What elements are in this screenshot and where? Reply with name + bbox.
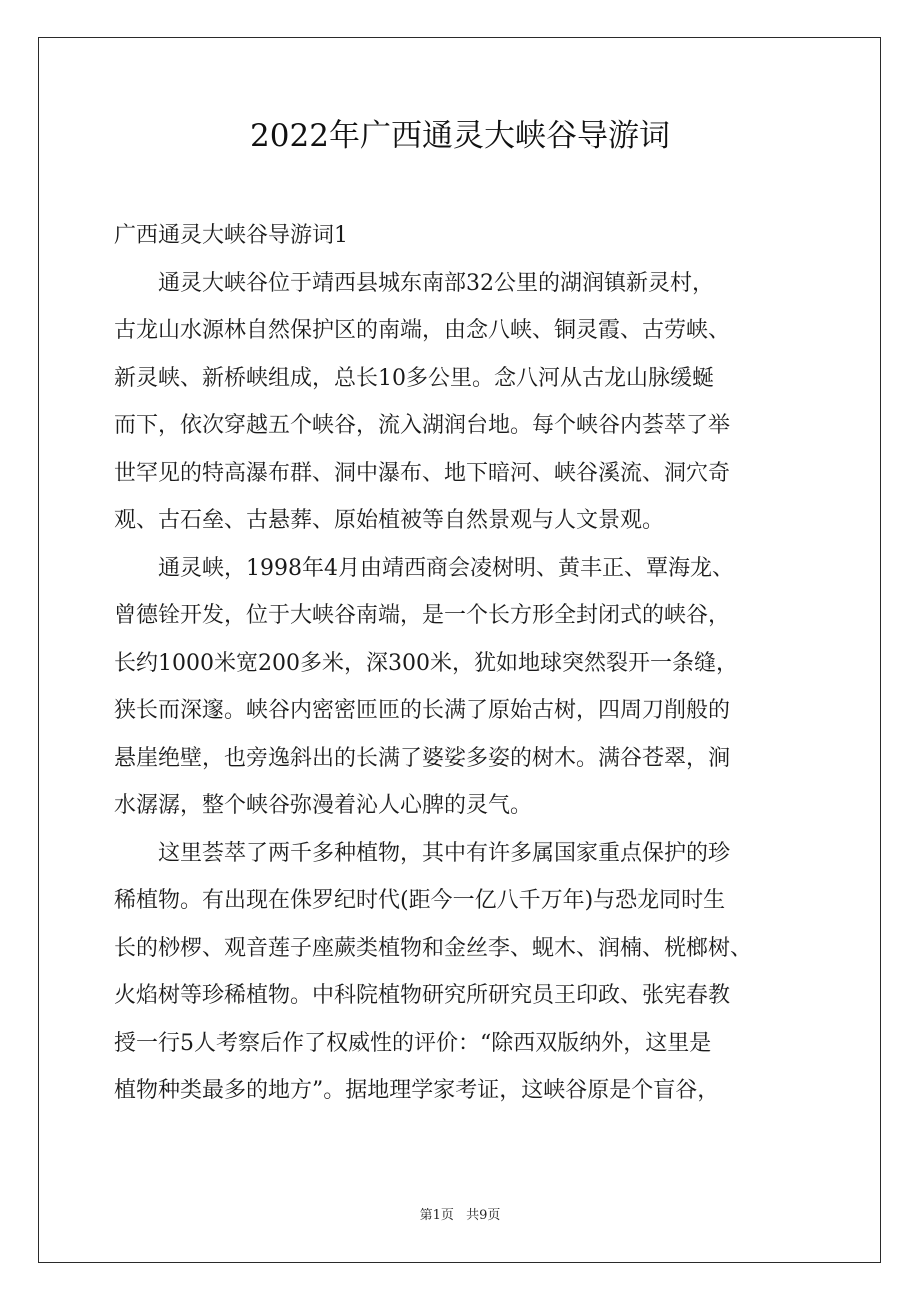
paragraph-line: 观、古石垒、古悬葬、原始植被等自然景观与人文景观。	[114, 508, 665, 533]
paragraph-line: 曾德铨开发，位于大峡谷南端，是一个长方形全封闭式的峡谷，	[114, 603, 731, 628]
page-total: 共9页	[466, 1208, 501, 1223]
paragraph-line: 悬崖绝壁，也旁逸斜出的长满了婆娑多姿的树木。满谷苍翠，涧	[114, 745, 731, 771]
paragraph-line: 通灵大峡谷位于靖西县城东南部32公里的湖润镇新灵村，	[158, 270, 714, 296]
paragraph-line: 世罕见的特高瀑布群、洞中瀑布、地下暗河、峡谷溪流、洞穴奇	[114, 460, 731, 486]
document-title: 2022年广西通灵大峡谷导游词	[250, 118, 670, 154]
paragraph-line: 稀植物。有出现在侏罗纪时代(距今一亿八千万年)与恐龙同时生	[114, 888, 726, 913]
paragraph-line: 植物种类最多的地方”。据地理学家考证，这峡谷原是个盲谷，	[114, 1078, 720, 1103]
paragraph-line: 水潺潺，整个峡谷弥漫着沁人心脾的灵气。	[114, 793, 533, 818]
paragraph-line: 通灵峡，1998年4月由靖西商会凌树明、黄丰正、覃海龙、	[158, 555, 734, 581]
paragraph-2	[114, 545, 814, 830]
section-heading: 广西通灵大峡谷导游词1	[114, 223, 348, 248]
paragraph-line: 火焰树等珍稀植物。中科院植物研究所研究员王印政、张宪春教	[114, 983, 731, 1008]
paragraph-line: 狭长而深邃。峡谷内密密匝匝的长满了原始古树，四周刀削般的	[114, 698, 731, 723]
paragraph-line: 新灵峡、新桥峡组成，总长10多公里。念八河从古龙山脉缓蜒	[114, 365, 714, 391]
document-body	[114, 212, 814, 1115]
paragraph-3	[114, 830, 814, 1115]
paragraph-line: 古龙山水源林自然保护区的南端，由念八峡、铜灵霞、古劳峡、	[114, 318, 731, 343]
paragraph-line: 授一行5人考察后作了权威性的评价：“除西双版纳外，这里是	[114, 1030, 712, 1056]
paragraph-line: 长的桫椤、观音莲子座蕨类植物和金丝李、蚬木、润楠、桄榔树、	[114, 935, 753, 961]
paragraph-line: 而下，依次穿越五个峡谷，流入湖润台地。每个峡谷内荟萃了举	[114, 413, 731, 438]
paragraph-line: 这里荟萃了两千多种植物，其中有许多属国家重点保护的珍	[158, 840, 731, 866]
page-number: 第1页	[419, 1208, 454, 1223]
paragraph-line: 长约1000米宽200多米，深300米，犹如地球突然裂开一条缝，	[114, 650, 738, 676]
paragraph-1	[114, 260, 814, 545]
page-footer	[0, 1207, 920, 1225]
